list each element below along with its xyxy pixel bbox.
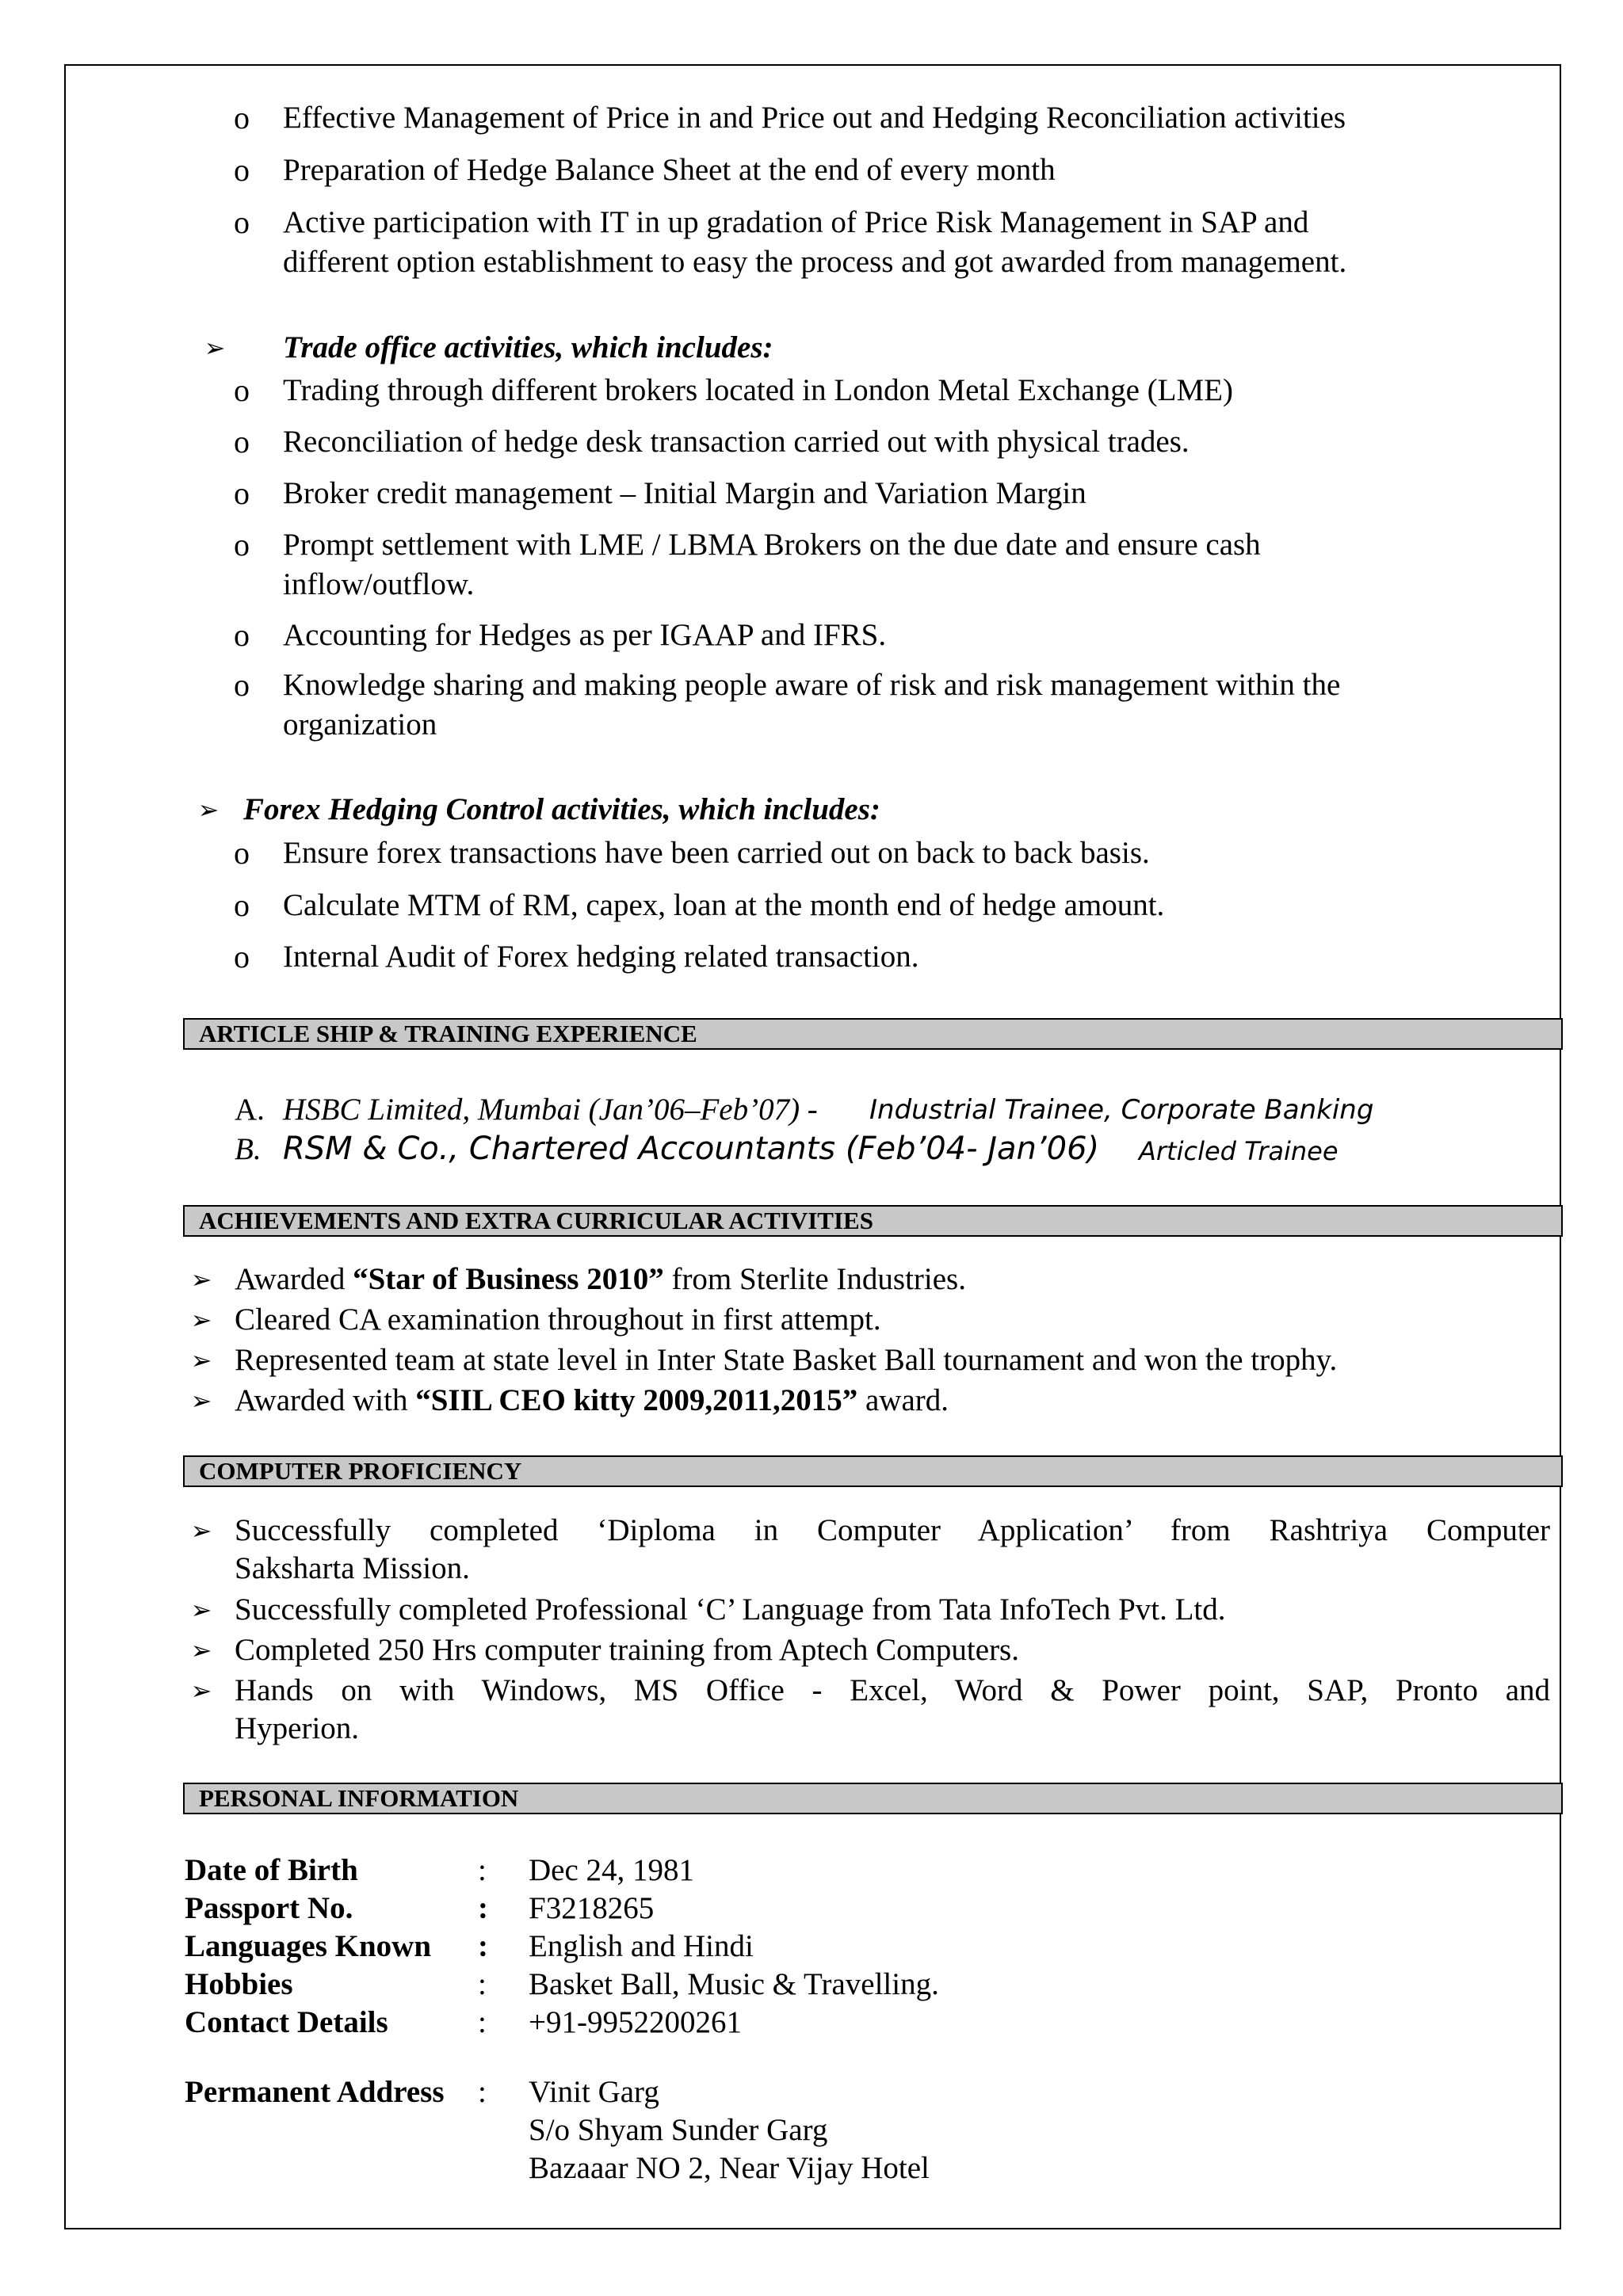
forex-item: Ensure forex transactions have been carried out on back to back basis. [283,836,1150,870]
arrow-bullet-icon: ➢ [197,795,220,825]
trade-item-continued: organization [283,707,437,742]
computer-item: Hands on with Windows, MS Office - Excel, Word & Power point, SAP, Pronto and [235,1673,1550,1707]
arrow-bullet-icon: ➢ [190,1676,212,1706]
address-line: Vinit Garg [529,2075,659,2109]
computer-item: Successfully completed Professional ‘C’ Language from Tata InfoTech Pvt. Ltd. [235,1592,1226,1627]
address-line: S/o Shyam Sunder Garg [529,2113,828,2147]
colon: : [478,1967,487,2001]
achievement-item: Awarded with “SIIL CEO kitty 2009,2011,2015” award. [235,1383,949,1417]
forex-item: Internal Audit of Forex hedging related transaction. [283,940,919,974]
colon: : [478,2005,487,2039]
circle-bullet-icon: o [234,527,250,563]
circle-bullet-icon: o [234,152,250,188]
colon: : [478,2075,487,2109]
hedge-item: Preparation of Hedge Balance Sheet at the end of every month [283,153,1056,187]
trade-item: Reconciliation of hedge desk transaction carried out with physical trades. [283,425,1190,459]
value-passport: F3218265 [529,1891,655,1925]
circle-bullet-icon: o [234,939,250,974]
circle-bullet-icon: o [234,617,250,653]
article-org-b: RSM & Co., Chartered Accountants (Feb’04- Jan’06) [283,1131,1100,1167]
computer-item-continued: Saksharta Mission. [235,1551,470,1585]
circle-bullet-icon: o [234,667,250,703]
trade-item-continued: inflow/outflow. [283,567,475,601]
label-hobbies: Hobbies [185,1967,293,2001]
section-header-computer-proficiency: COMPUTER PROFICIENCY [183,1455,1563,1487]
forex-heading: Forex Hedging Control activities, which includes: [243,792,880,826]
arrow-bullet-icon: ➢ [190,1516,212,1546]
value-hobbies: Basket Ball, Music & Travelling. [529,1967,939,2001]
colon: : [478,1891,488,1925]
computer-item: Successfully completed ‘Diploma in Computer Application’ from Rashtriya Computer [235,1513,1550,1547]
value-languages: English and Hindi [529,1929,754,1963]
circle-bullet-icon: o [234,424,250,460]
section-header-article-ship: ARTICLE SHIP & TRAINING EXPERIENCE [183,1018,1563,1050]
label-permanent-address: Permanent Address [185,2075,445,2109]
hedge-item: Effective Management of Price in and Price out and Hedging Reconciliation activities [283,101,1346,135]
article-role-a: Industrial Trainee, Corporate Banking [869,1094,1374,1126]
label-date-of-birth: Date of Birth [185,1853,358,1887]
article-role-b: Articled Trainee [1139,1136,1338,1166]
arrow-bullet-icon: ➢ [190,1386,212,1416]
trade-item: Knowledge sharing and making people aware of risk and risk management within the [283,668,1341,702]
colon: : [478,1853,487,1887]
label-contact: Contact Details [185,2005,388,2039]
arrow-bullet-icon: ➢ [204,333,226,363]
colon: : [478,1929,488,1963]
hedge-item-continued: different option establishment to easy the process and got awarded from management. [283,245,1347,279]
arrow-bullet-icon: ➢ [190,1305,212,1335]
trade-item: Trading through different brokers located in London Metal Exchange (LME) [283,373,1233,407]
achievement-item: Represented team at state level in Inter State Basket Ball tournament and won the trophy. [235,1343,1338,1377]
circle-bullet-icon: o [234,100,250,135]
achievement-item: Awarded “Star of Business 2010” from Sterlite Industries. [235,1262,966,1296]
value-contact: +91-9952200261 [529,2005,742,2039]
computer-item-continued: Hyperion. [235,1711,360,1745]
list-marker: A. [235,1093,265,1127]
trade-item: Broker credit management – Initial Margin and Variation Margin [283,476,1086,510]
list-marker: B. [235,1132,262,1166]
article-org-a: HSBC Limited, Mumbai (Jan’06–Feb’07) - [283,1093,818,1127]
section-header-achievements: ACHIEVEMENTS AND EXTRA CURRICULAR ACTIVITIES [183,1205,1563,1237]
arrow-bullet-icon: ➢ [190,1345,212,1375]
value-date-of-birth: Dec 24, 1981 [529,1853,695,1887]
label-languages: Languages Known [185,1929,432,1963]
trade-item: Prompt settlement with LME / LBMA Brokers on the due date and ensure cash [283,528,1261,562]
circle-bullet-icon: o [234,475,250,511]
forex-item: Calculate MTM of RM, capex, loan at the month end of hedge amount. [283,888,1165,922]
achievement-item: Cleared CA examination throughout in first attempt. [235,1302,881,1337]
trade-office-heading: Trade office activities, which includes: [283,330,773,364]
hedge-item: Active participation with IT in up gradation of Price Risk Management in SAP and [283,205,1309,239]
section-header-personal-information: PERSONAL INFORMATION [183,1783,1563,1814]
arrow-bullet-icon: ➢ [190,1264,212,1295]
circle-bullet-icon: o [234,887,250,923]
label-passport: Passport No. [185,1891,353,1925]
circle-bullet-icon: o [234,372,250,408]
arrow-bullet-icon: ➢ [190,1595,212,1625]
arrow-bullet-icon: ➢ [190,1635,212,1665]
trade-item: Accounting for Hedges as per IGAAP and IFRS. [283,618,887,652]
circle-bullet-icon: o [234,835,250,871]
circle-bullet-icon: o [234,204,250,240]
computer-item: Completed 250 Hrs computer training from Aptech Computers. [235,1633,1019,1667]
address-line: Bazaaar NO 2, Near Vijay Hotel [529,2151,930,2185]
